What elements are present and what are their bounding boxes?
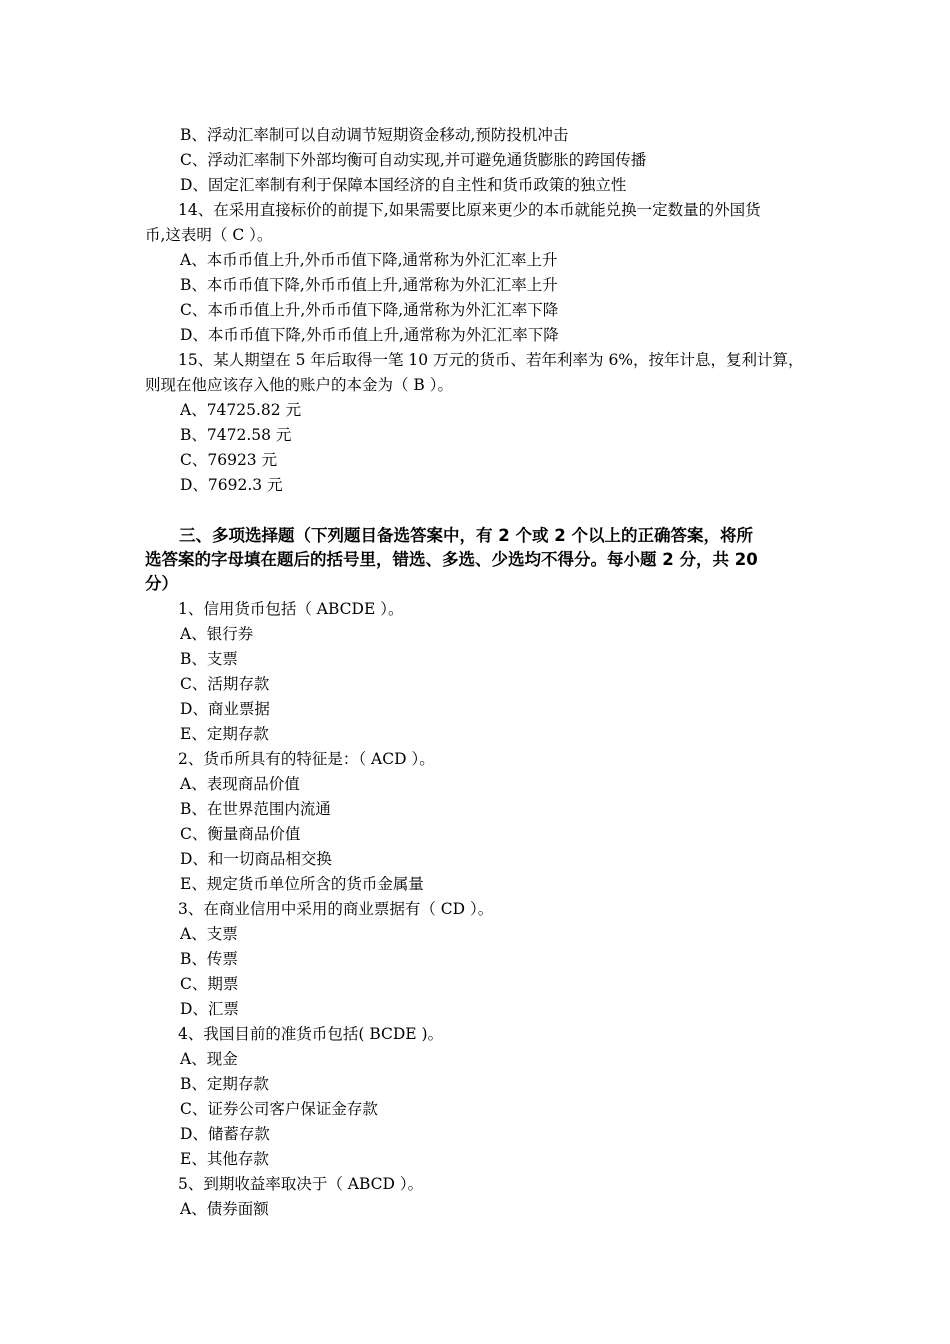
- option-line: B、传票: [180, 950, 238, 968]
- section-heading: [145, 524, 810, 596]
- question-continuation: 币,这表明（ C ）。: [145, 226, 273, 244]
- question-line: 2、货币所具有的特征是：（ ACD ）。: [178, 750, 435, 768]
- option-line: B、本币币值下降,外币币值上升,通常称为外汇汇率上升: [180, 276, 558, 294]
- option-line: D、储蓄存款: [180, 1125, 270, 1143]
- option-line: C、活期存款: [180, 675, 270, 693]
- option-line: A、支票: [180, 925, 238, 943]
- option-line: B、定期存款: [180, 1075, 269, 1093]
- option-line: A、表现商品价值: [180, 775, 300, 793]
- option-line: B、7472.58 元: [180, 426, 292, 444]
- option-line: B、支票: [180, 650, 238, 668]
- question-line: 15、某人期望在 5 年后取得一笔 10 万元的货币、若年利率为 6%，按年计息，复利计算，: [178, 351, 804, 369]
- option-line: A、74725.82 元: [180, 401, 302, 419]
- option-line: A、现金: [180, 1050, 238, 1068]
- option-line: C、证券公司客户保证金存款: [180, 1100, 378, 1118]
- question-line: 5、到期收益率取决于（ ABCD ）。: [178, 1175, 424, 1193]
- question-line: 3、在商业信用中采用的商业票据有（ CD ）。: [178, 900, 494, 918]
- option-line: C、浮动汇率制下外部均衡可自动实现,并可避免通货膨胀的跨国传播: [180, 151, 647, 169]
- option-line: B、浮动汇率制可以自动调节短期资金移动,预防投机冲击: [180, 126, 569, 144]
- section-heading-line: 分）: [145, 574, 178, 593]
- option-line: D、汇票: [180, 1000, 239, 1018]
- question-line: 4、我国目前的准货币包括( BCDE )。: [178, 1025, 444, 1043]
- option-line: A、本币币值上升,外币币值下降,通常称为外汇汇率上升: [180, 251, 558, 269]
- option-line: A、债券面额: [180, 1200, 269, 1218]
- option-line: E、其他存款: [180, 1150, 269, 1168]
- option-line: D、商业票据: [180, 700, 270, 718]
- option-line: B、在世界范围内流通: [180, 800, 331, 818]
- option-line: C、衡量商品价值: [180, 825, 301, 843]
- option-line: C、本币币值上升,外币币值下降,通常称为外汇汇率下降: [180, 301, 559, 319]
- option-line: D、本币币值下降,外币币值上升,通常称为外汇汇率下降: [180, 326, 559, 344]
- option-line: C、76923 元: [180, 451, 278, 469]
- question-continuation: 则现在他应该存入他的账户的本金为（ B ）。: [145, 376, 453, 394]
- section-heading-line: 三、多项选择题（下列题目备选答案中，有 2 个或 2 个以上的正确答案，将所: [179, 526, 753, 545]
- question-line: 1、信用货币包括（ ABCDE ）。: [178, 600, 404, 618]
- option-line: A、银行券: [180, 625, 254, 643]
- option-line: D、和一切商品相交换: [180, 850, 332, 868]
- option-line: E、规定货币单位所含的货币金属量: [180, 875, 424, 893]
- option-line: D、固定汇率制有利于保障本国经济的自主性和货币政策的独立性: [180, 176, 627, 194]
- section-heading-line: 选答案的字母填在题后的括号里，错选、多选、少选均不得分。每小题 2 分，共 20: [145, 550, 758, 569]
- option-line: E、定期存款: [180, 725, 269, 743]
- option-line: D、7692.3 元: [180, 476, 283, 494]
- question-line: 14、在采用直接标价的前提下,如果需要比原来更少的本币就能兑换一定数量的外国货: [178, 201, 761, 219]
- option-line: C、期票: [180, 975, 239, 993]
